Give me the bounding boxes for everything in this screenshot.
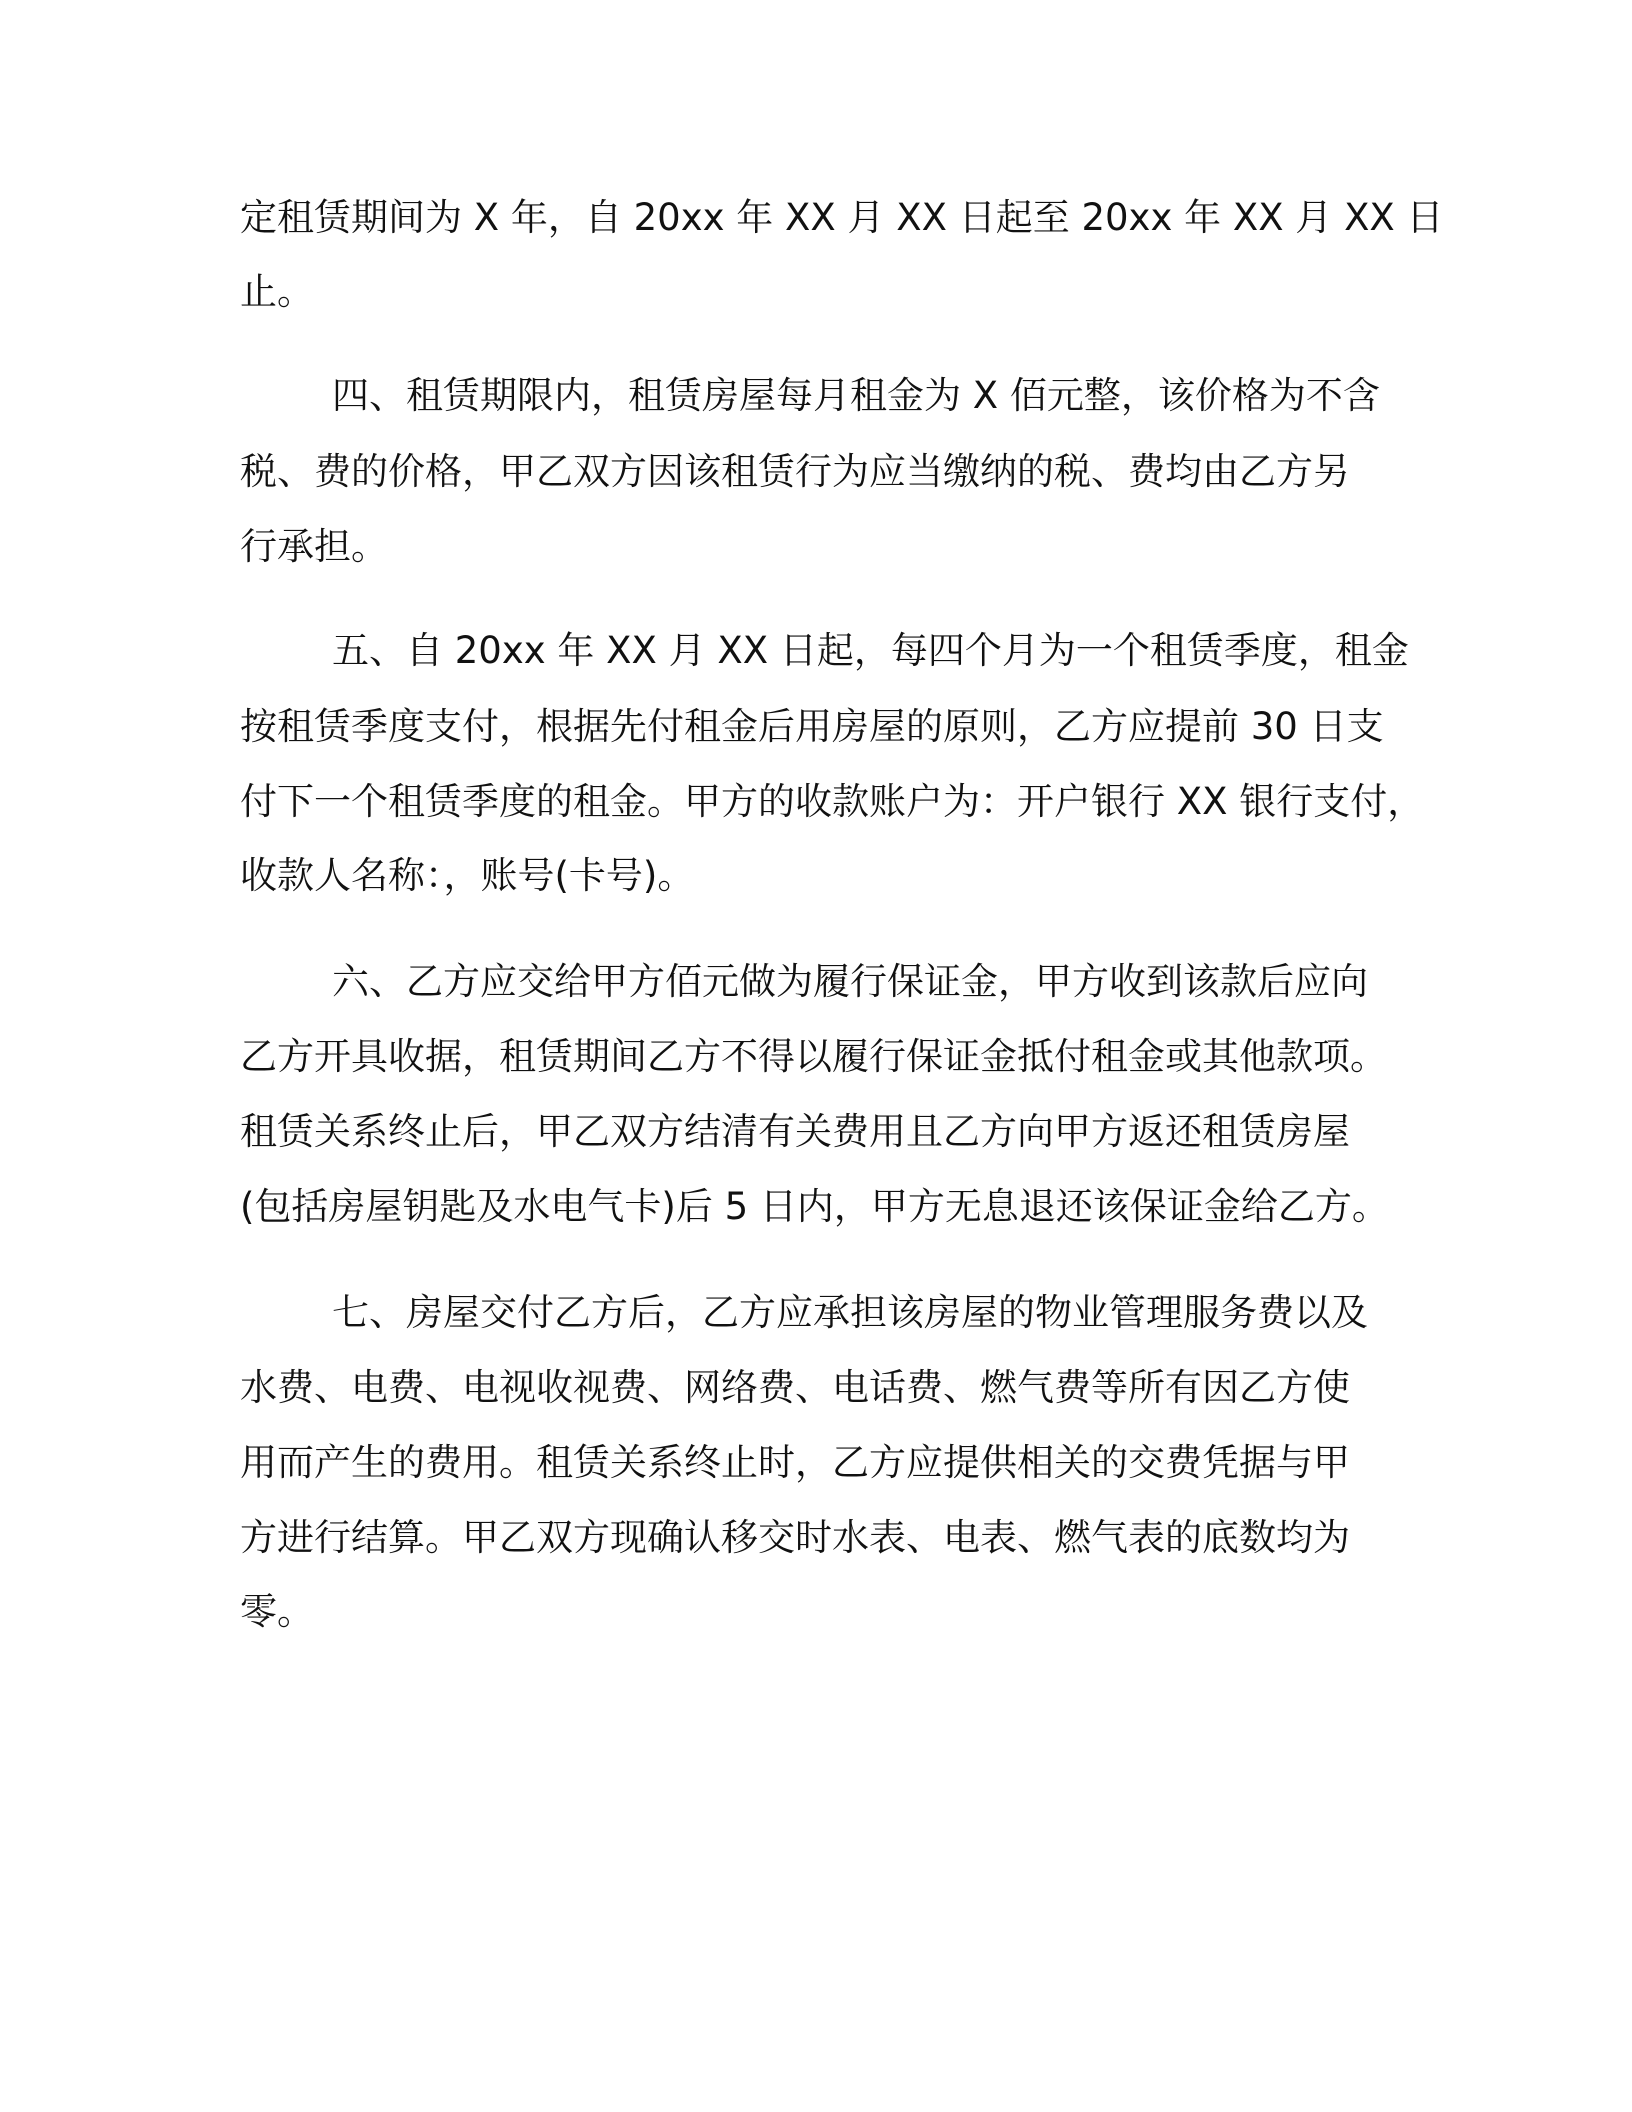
text-line: 用而产生的费用。租赁关系终止时，乙方应提供相关的交费凭据与甲 <box>240 1441 1350 1484</box>
text-line: 行承担。 <box>240 525 388 568</box>
text-line: 按租赁季度支付，根据先付租金后用房屋的原则，乙方应提前 30 日支 <box>240 705 1384 748</box>
text-line: 五、自 20xx 年 XX 月 XX 日起，每四个月为一个租赁季度，租金 <box>332 629 1409 672</box>
text-line: 税、费的价格，甲乙双方因该租赁行为应当缴纳的税、费均由乙方另 <box>240 450 1350 493</box>
text-line: 七、房屋交付乙方后，乙方应承担该房屋的物业管理服务费以及 <box>332 1291 1368 1334</box>
text-line: 零。 <box>240 1590 314 1633</box>
text-line: 定租赁期间为 X 年，自 20xx 年 XX 月 XX 日起至 20xx 年 XX 月 XX 日 <box>240 196 1444 239</box>
text-line: 方进行结算。甲乙双方现确认移交时水表、电表、燃气表的底数均为 <box>240 1516 1350 1559</box>
text-line: 租赁关系终止后，甲乙双方结清有关费用且乙方向甲方返还租赁房屋 <box>240 1110 1350 1153</box>
text-line: (包括房屋钥匙及水电气卡)后 5 日内，甲方无息退还该保证金给乙方。 <box>240 1185 1389 1228</box>
text-line: 水费、电费、电视收视费、网络费、电话费、燃气费等所有因乙方使 <box>240 1366 1350 1409</box>
text-line: 四、租赁期限内，租赁房屋每月租金为 X 佰元整，该价格为不含 <box>332 374 1380 417</box>
text-line: 付下一个租赁季度的租金。甲方的收款账户为：开户银行 XX 银行支付， <box>240 780 1425 823</box>
text-line: 六、乙方应交给甲方佰元做为履行保证金，甲方收到该款后应向 <box>332 960 1368 1003</box>
text-line: 收款人名称：，账号(卡号)。 <box>240 854 695 897</box>
text-line: 乙方开具收据，租赁期间乙方不得以履行保证金抵付租金或其他款项。 <box>240 1035 1387 1078</box>
text-line: 止。 <box>240 270 314 313</box>
